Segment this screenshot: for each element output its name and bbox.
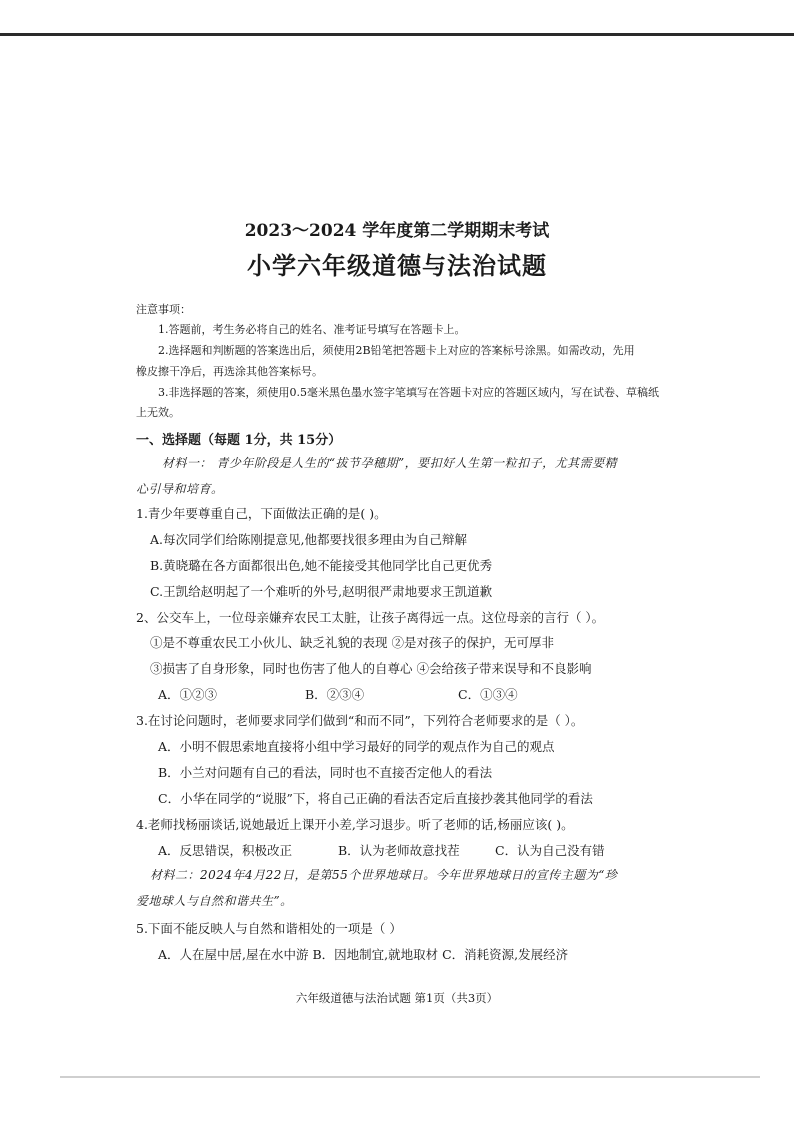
material-2-line-1: 材料二：2024年4月22日，是第55个世界地球日。今年世界地球日的宣传主题为“珍	[150, 868, 618, 882]
exam-subtitle: 小学六年级道德与法治试题	[247, 251, 547, 280]
notice-item-3: 3.非选择题的答案，须使用0.5毫米黑色墨水签字笔填写在答题卡对应的答题区域内，写在试卷、草稿纸	[158, 386, 659, 399]
notice-item-1: 1.答题前，考生务必将自己的姓名、准考证号填写在答题卡上。	[158, 323, 466, 336]
notice-item-3-cont: 上无效。	[136, 406, 180, 419]
section-1-title: 一、选择题（每题 1分，共 15分）	[136, 433, 342, 448]
material-1-line-2: 心引导和培育。	[136, 482, 224, 496]
q2-statements-2: ③损害了自身形象，同时也伤害了他人的自尊心 ④会给孩子带来误导和不良影响	[150, 661, 592, 676]
q4-option-b: B．认为老师故意找茬	[338, 843, 460, 858]
notice-item-2: 2.选择题和判断题的答案选出后，须使用2B铅笔把答题卡上对应的答案标号涂黑。如需改动，先用	[158, 344, 635, 357]
material-2-line-2: 爱地球人与自然和谐共生”。	[136, 894, 293, 908]
material-1-line-1: 材料一： 青少年阶段是人生的“拔节孕穗期”，要扣好人生第一粒扣子，尤其需要精	[162, 456, 618, 470]
q5-options: A．人在屋中居,屋在水中游 B．因地制宜,就地取材 C．消耗资源,发展经济	[158, 947, 569, 962]
exam-title: 2023～2024 学年度第二学期期末考试	[244, 221, 550, 241]
q5-stem: 5.下面不能反映人与自然和谐相处的一项是（ ）	[136, 921, 402, 936]
notice-item-2-cont: 橡皮擦干净后，再选涂其他答案标号。	[136, 365, 323, 378]
q2-stem: 2、公交车上，一位母亲嫌弃农民工太脏，让孩子离得远一点。这位母亲的言行（ ）。	[136, 610, 605, 625]
top-border-line	[0, 33, 794, 36]
bottom-scan-line	[60, 1076, 760, 1078]
q4-option-a: A．反思错误，积极改正	[158, 843, 293, 858]
q1-option-c: C.王凯给赵明起了一个难听的外号,赵明很严肃地要求王凯道歉	[150, 584, 493, 599]
q3-stem: 3.在讨论问题时，老师要求同学们做到“和而不同”，下列符合老师要求的是（ ）。	[136, 713, 584, 728]
q3-option-c: C．小华在同学的“说服”下，将自己正确的看法否定后直接抄袭其他同学的看法	[158, 791, 593, 806]
q4-option-c: C．认为自己没有错	[495, 843, 605, 858]
q1-option-b: B.黄晓璐在各方面都很出色,她不能接受其他同学比自己更优秀	[150, 558, 493, 573]
q2-option-b: B．②③④	[305, 687, 365, 702]
q2-option-c: C．①③④	[458, 687, 518, 702]
q2-statements-1: ①是不尊重农民工小伙儿、缺乏礼貌的表现 ②是对孩子的保护，无可厚非	[150, 635, 554, 650]
q3-option-b: B．小兰对问题有自己的看法，同时也不直接否定他人的看法	[158, 765, 493, 780]
q1-stem: 1.青少年要尊重自己，下面做法正确的是( )。	[136, 506, 387, 521]
notice-heading: 注意事项：	[136, 303, 191, 316]
q3-option-a: A．小明不假思索地直接将小组中学习最好的同学的观点作为自己的观点	[158, 739, 555, 754]
q4-stem: 4.老师找杨丽谈话,说她最近上课开小差,学习退步。听了老师的话,杨丽应该( )。	[136, 817, 574, 832]
q2-option-a: A．①②③	[158, 687, 218, 702]
q1-option-a: A.每次同学们给陈刚提意见,他都要找很多理由为自己辩解	[150, 532, 467, 547]
page-footer: 六年级道德与法治试题 第1页（共3页）	[295, 991, 499, 1005]
